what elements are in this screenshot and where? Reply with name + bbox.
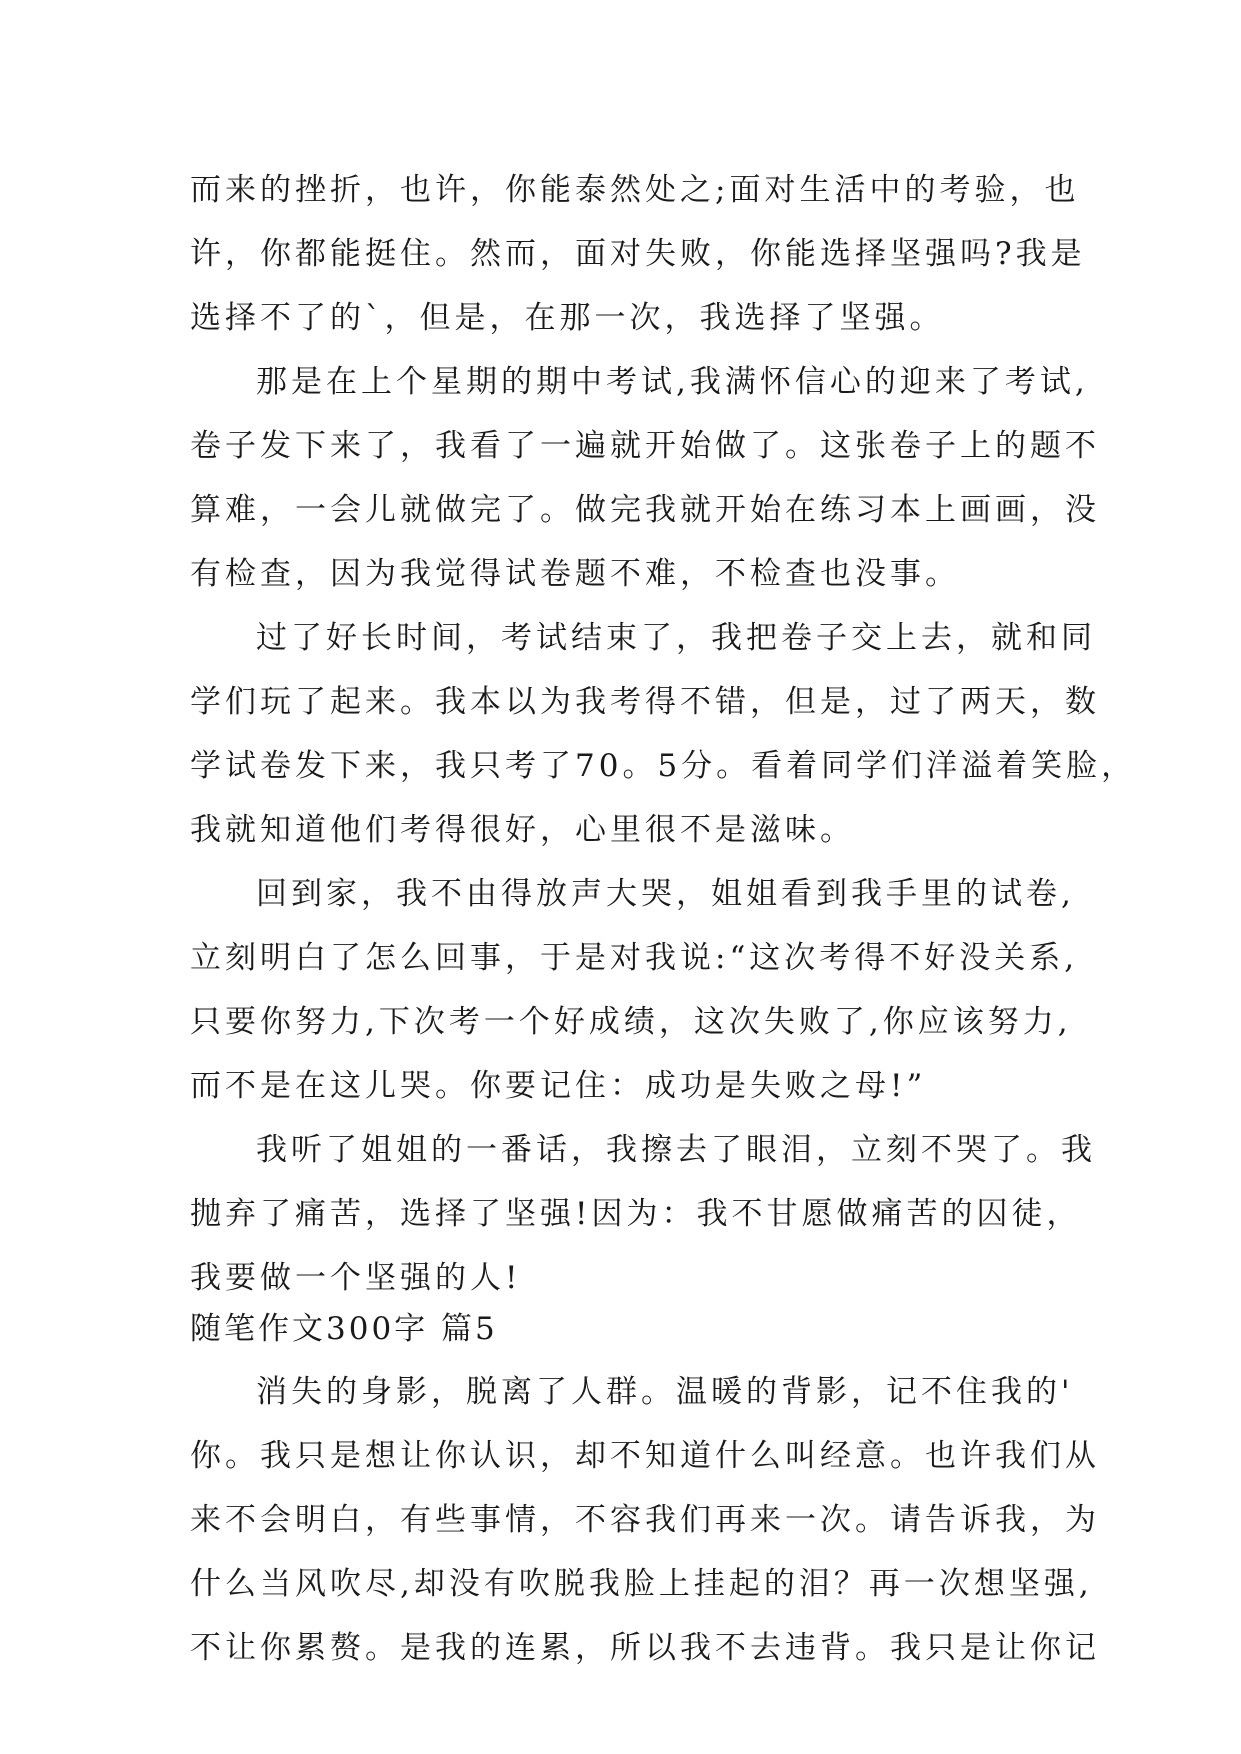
text-line: 来不会明白，有些事情，不容我们再来一次。请告诉我，为 xyxy=(190,1502,1100,1538)
paragraph-1 xyxy=(190,158,1086,350)
text-line: 只要你努力,下次考一个好成绩，这次失败了,你应该努力, xyxy=(190,1004,1072,1040)
text-line: 卷子发下来了，我看了一遍就开始做了。这张卷子上的题不 xyxy=(190,428,1100,464)
section-paragraph-1 xyxy=(190,1360,1100,1680)
text-line: 过了好长时间，考试结束了，我把卷子交上去，就和同 xyxy=(256,620,1096,656)
paragraph-5 xyxy=(190,1118,1096,1310)
text-line: 我就知道他们考得很好，心里很不是滋味。 xyxy=(190,812,855,848)
text-line: 我要做一个坚强的人! xyxy=(190,1260,522,1296)
text-line: 有检查，因为我觉得试卷题不难，不检查也没事。 xyxy=(190,556,960,592)
paragraph-4 xyxy=(190,862,1079,1118)
text-line: 学们玩了起来。我本以为我考得不错，但是，过了两天，数 xyxy=(190,684,1100,720)
text-line: 抛弃了痛苦，选择了坚强!因为：我不甘愿做痛苦的囚徒， xyxy=(190,1196,1082,1232)
text-line: 那是在上个星期的期中考试,我满怀信心的迎来了考试, xyxy=(256,364,1089,400)
text-line: 许，你都能挺住。然而，面对失败，你能选择坚强吗?我是 xyxy=(190,236,1086,272)
text-line: 选择不了的`，但是，在那一次，我选择了坚强。 xyxy=(190,300,945,336)
text-line: 立刻明白了怎么回事，于是对我说:“这次考得不好没关系, xyxy=(190,940,1079,976)
section-heading: 随笔作文300字 篇5 xyxy=(190,1311,498,1347)
text-line: 而不是在这儿哭。你要记住：成功是失败之母!” xyxy=(190,1068,927,1104)
paragraph-2 xyxy=(190,350,1100,606)
text-line: 算难，一会儿就做完了。做完我就开始在练习本上画画，没 xyxy=(190,492,1100,528)
text-line: 不让你累赘。是我的连累，所以我不去违背。我只是让你记 xyxy=(190,1630,1100,1666)
text-line: 什么当风吹尽,却没有吹脱我脸上挂起的泪？再一次想坚强, xyxy=(190,1566,1093,1602)
text-line: 消失的身影，脱离了人群。温暖的背影，记不住我的' xyxy=(256,1374,1074,1410)
text-line: 我听了姐姐的一番话，我擦去了眼泪，立刻不哭了。我 xyxy=(256,1132,1096,1168)
text-line: 你。我只是想让你认识，却不知道什么叫经意。也许我们从 xyxy=(190,1438,1100,1474)
text-line: 而来的挫折，也许，你能泰然处之;面对生活中的考验，也 xyxy=(190,172,1080,208)
text-line: 回到家，我不由得放声大哭，姐姐看到我手里的试卷, xyxy=(256,876,1075,912)
paragraph-3 xyxy=(190,606,1137,862)
document-body xyxy=(190,158,1137,1680)
text-line: 学试卷发下来，我只考了70。5分。看着同学们洋溢着笑脸， xyxy=(190,748,1137,784)
